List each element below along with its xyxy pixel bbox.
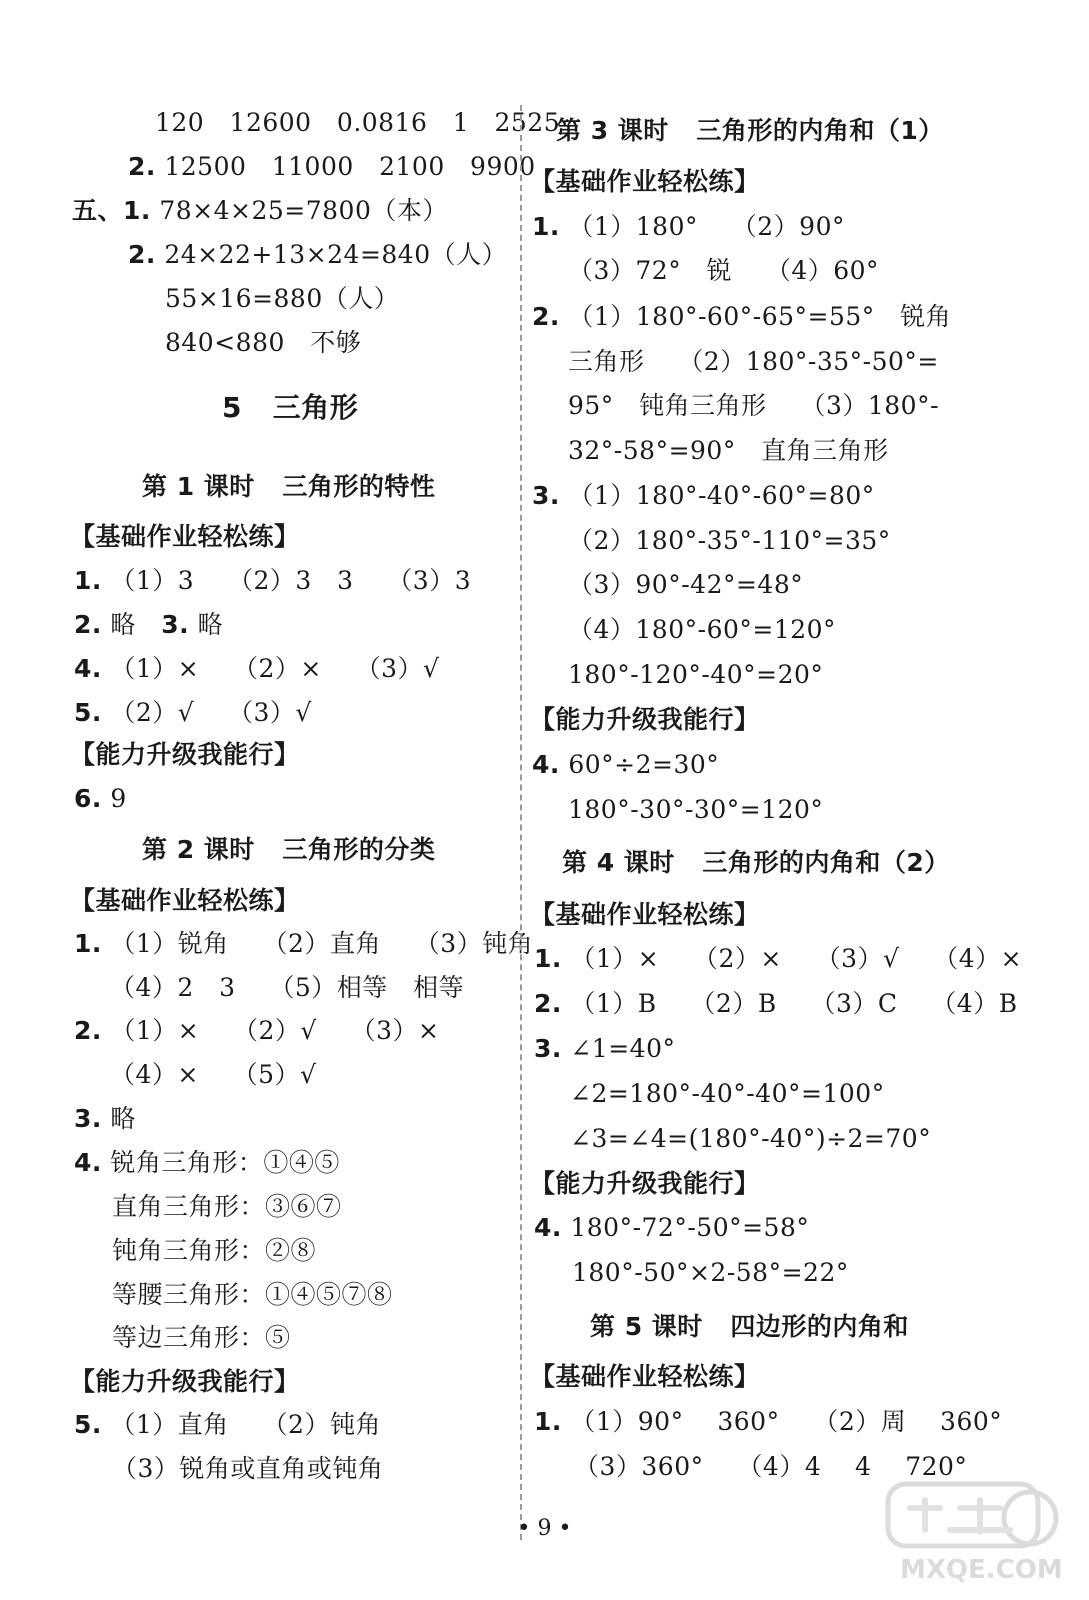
answer-line: （3）锐角或直角或钝角	[112, 1454, 384, 1483]
answer-line: 5. （1）直角 （2）钝角	[74, 1410, 381, 1439]
section-heading: 【能力升级我能行】	[530, 705, 760, 734]
answer-line: （4）× （5）√	[110, 1060, 317, 1089]
section-heading: 【能力升级我能行】	[530, 1169, 760, 1198]
item-number: 4.	[74, 1148, 102, 1177]
answer-line: （3）360° （4）4 4 720°	[574, 1452, 968, 1481]
answer-line: 2. 略 3. 略	[74, 610, 224, 639]
answer-line: 1. （1）× （2）× （3）√ （4）×	[534, 944, 1023, 973]
item-number: 1.	[74, 929, 102, 958]
item-number: 3.	[74, 1104, 102, 1133]
item-number: 1.	[532, 212, 560, 241]
answer-line: 直角三角形：③⑥⑦	[112, 1192, 342, 1221]
lesson-title: 第 1 课时 三角形的特性	[142, 472, 436, 501]
answer-line: 2. （1）180°-60°-65°=55° 锐角	[532, 302, 952, 331]
item-number: 5.	[74, 1410, 102, 1439]
item-number: 4.	[532, 750, 560, 779]
answer-line: 6. 9	[74, 784, 127, 813]
answer-line: 4. 锐角三角形：①④⑤	[74, 1148, 340, 1177]
answer-line: 等边三角形：⑤	[112, 1323, 291, 1352]
answer-line: （3）72° 锐 （4）60°	[568, 256, 880, 285]
item-number: 6.	[74, 784, 102, 813]
item-number: 2.	[74, 1016, 102, 1045]
item-number: 2.	[532, 302, 560, 331]
answer-line: 3. （1）180°-40°-60°=80°	[532, 481, 875, 510]
watermark-logo	[880, 1478, 1070, 1588]
answer-line: 120 12600 0.0816 1 2525	[155, 108, 561, 137]
answer-line: 等腰三角形：①④⑤⑦⑧	[112, 1280, 393, 1309]
item-number: 4.	[74, 654, 102, 683]
answer-line: 1. （1）锐角 （2）直角 （3）钝角	[74, 929, 534, 958]
answer-line: 180°-50°×2-58°=22°	[572, 1258, 849, 1287]
item-number: 2.	[128, 152, 156, 181]
item-number: 3.	[161, 610, 190, 639]
section-heading: 【基础作业轻松练】	[70, 522, 300, 551]
answer-line: 4. 180°-72°-50°=58°	[534, 1213, 810, 1242]
answer-line: 五、1. 78×4×25=7800（本）	[72, 196, 448, 225]
lesson-title: 第 4 课时 三角形的内角和（2）	[562, 848, 950, 877]
item-number: 1.	[534, 944, 562, 973]
answer-line: 55×16=880（人）	[165, 284, 400, 313]
lesson-title: 第 5 课时 四边形的内角和	[590, 1312, 909, 1341]
answer-line: 5. （2）√ （3）√	[74, 698, 312, 727]
section-heading: 【基础作业轻松练】	[530, 167, 760, 196]
answer-line: 180°-30°-30°=120°	[568, 795, 824, 824]
item-number: 2.	[534, 989, 562, 1018]
answer-line: （4）180°-60°=120°	[568, 615, 837, 644]
item-number: 3.	[532, 481, 560, 510]
item-number: 3.	[534, 1034, 562, 1063]
answer-line: 4. （1）× （2）× （3）√	[74, 654, 440, 683]
answer-line: 3. ∠1=40°	[534, 1034, 676, 1063]
answer-line: （4）2 3 （5）相等 相等	[110, 973, 465, 1002]
section-heading: 【能力升级我能行】	[70, 740, 300, 769]
answer-line: 2. 12500 11000 2100 9900	[128, 152, 536, 181]
item-number: 2.	[74, 610, 102, 639]
item-number: 五、1.	[72, 196, 151, 225]
section-heading: 【基础作业轻松练】	[530, 900, 760, 929]
item-number: 1.	[534, 1407, 562, 1436]
item-number: 5.	[74, 698, 102, 727]
answer-line: 3. 略	[74, 1104, 136, 1133]
item-number: 4.	[534, 1213, 562, 1242]
answer-line: 95° 钝角三角形 （3）180°-	[568, 391, 940, 420]
answer-line: （3）90°-42°=48°	[568, 570, 804, 599]
column-divider	[520, 105, 522, 1540]
svg-text:MXQE.COM: MXQE.COM	[900, 1555, 1063, 1585]
answer-line: 2. 24×22+13×24=840（人）	[128, 240, 508, 269]
item-number: 2.	[128, 240, 156, 269]
answer-line: 840<880 不够	[165, 328, 362, 357]
answer-line: 1. （1）180° （2）90°	[532, 212, 845, 241]
lesson-title: 第 3 课时 三角形的内角和（1）	[556, 116, 944, 145]
answer-line: 2. （1）× （2）√ （3）×	[74, 1016, 440, 1045]
section-heading: 【基础作业轻松练】	[70, 886, 300, 915]
page-number: • 9 •	[517, 1516, 572, 1541]
chapter-title: 5 三角形	[222, 391, 359, 424]
answer-line: （2）180°-35°-110°=35°	[568, 526, 891, 555]
answer-line: 180°-120°-40°=20°	[568, 660, 824, 689]
answer-line: ∠2=180°-40°-40°=100°	[570, 1079, 885, 1108]
answer-line: 2. （1）B （2）B （3）C （4）B	[534, 989, 1018, 1018]
answer-line: 1. （1）3 （2）3 3 （3）3	[74, 566, 472, 595]
answer-line: 三角形 （2）180°-35°-50°=	[568, 347, 939, 376]
lesson-title: 第 2 课时 三角形的分类	[142, 835, 436, 864]
section-heading: 【能力升级我能行】	[70, 1367, 300, 1396]
answer-line: 4. 60°÷2=30°	[532, 750, 720, 779]
answer-line: ∠3=∠4=(180°-40°)÷2=70°	[570, 1124, 932, 1153]
answer-line: 1. （1）90° 360° （2）周 360°	[534, 1407, 1003, 1436]
answer-line: 钝角三角形：②⑧	[112, 1236, 317, 1265]
item-number: 1.	[74, 566, 102, 595]
answer-line: 32°-58°=90° 直角三角形	[568, 436, 889, 465]
section-heading: 【基础作业轻松练】	[530, 1362, 760, 1391]
